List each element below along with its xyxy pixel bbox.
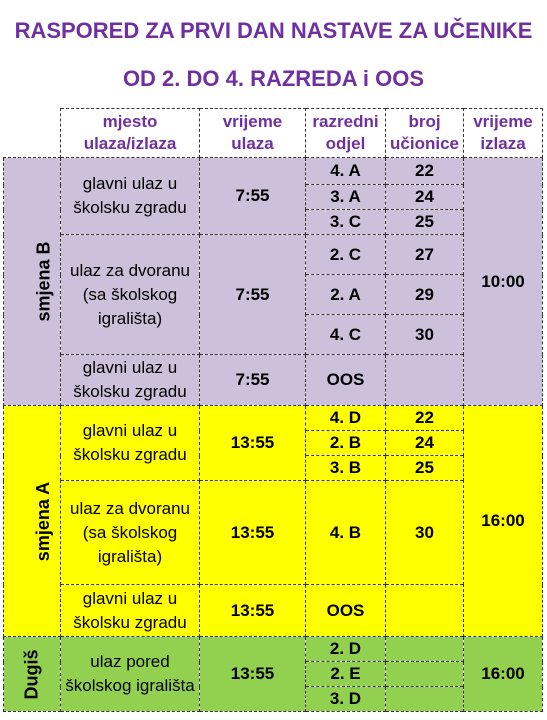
class-cell: 2. A bbox=[306, 275, 386, 315]
location-cell: ulaz za dvoranu (sa školskog igrališta) bbox=[61, 481, 200, 585]
shift-label-a: smjena A bbox=[4, 406, 61, 637]
class-cell: OOS bbox=[306, 585, 386, 637]
class-cell: OOS bbox=[306, 355, 386, 406]
class-cell: 3. B bbox=[306, 456, 386, 481]
table-row bbox=[4, 481, 543, 585]
class-cell: 3. A bbox=[306, 185, 386, 210]
shift-label-dugis: Dugiš bbox=[4, 637, 61, 712]
exit-time-cell: 16:00 bbox=[464, 637, 543, 712]
class-cell: 4. B bbox=[306, 481, 386, 585]
table-row bbox=[4, 235, 543, 275]
room-cell: 29 bbox=[386, 275, 464, 315]
shift-label-b: smjena B bbox=[4, 158, 61, 406]
header-mjesto: mjesto ulaza/izlaza bbox=[61, 109, 200, 158]
room-cell: 22 bbox=[386, 158, 464, 185]
room-cell: 25 bbox=[386, 456, 464, 481]
header-blank bbox=[4, 109, 61, 158]
class-cell: 2. E bbox=[306, 662, 386, 687]
room-cell: 30 bbox=[386, 481, 464, 585]
room-cell bbox=[386, 355, 464, 406]
class-cell: 4. A bbox=[306, 158, 386, 185]
table-row bbox=[4, 158, 543, 185]
table-row bbox=[4, 637, 543, 662]
location-cell: glavni ulaz u školsku zgradu bbox=[61, 158, 200, 235]
location-cell: glavni ulaz u školsku zgradu bbox=[61, 585, 200, 637]
entry-time-cell: 13:55 bbox=[200, 585, 306, 637]
room-cell: 30 bbox=[386, 315, 464, 355]
location-cell: ulaz pored školskog igrališta bbox=[61, 637, 200, 712]
class-cell: 4. D bbox=[306, 406, 386, 431]
entry-time-cell: 7:55 bbox=[200, 235, 306, 355]
schedule-table bbox=[3, 108, 543, 712]
room-cell bbox=[386, 687, 464, 712]
header-odjel: razredni odjel bbox=[306, 109, 386, 158]
room-cell: 27 bbox=[386, 235, 464, 275]
room-cell: 25 bbox=[386, 210, 464, 235]
class-cell: 3. C bbox=[306, 210, 386, 235]
location-cell: glavni ulaz u školsku zgradu bbox=[61, 355, 200, 406]
table-row bbox=[4, 406, 543, 431]
room-cell bbox=[386, 637, 464, 662]
entry-time-cell: 13:55 bbox=[200, 637, 306, 712]
location-cell: ulaz za dvoranu (sa školskog igrališta) bbox=[61, 235, 200, 355]
title-line-2: OD 2. DO 4. RAZREDA i OOS bbox=[122, 66, 425, 91]
class-cell: 2. C bbox=[306, 235, 386, 275]
header-ulaz: vrijeme ulaza bbox=[200, 109, 306, 158]
entry-time-cell: 7:55 bbox=[200, 355, 306, 406]
location-cell: glavni ulaz u školsku zgradu bbox=[61, 406, 200, 481]
room-cell: 24 bbox=[386, 185, 464, 210]
title-line-1: RASPORED ZA PRVI DAN NASTAVE ZA UČENIKE bbox=[14, 18, 533, 43]
class-cell: 2. D bbox=[306, 637, 386, 662]
table-row bbox=[4, 355, 543, 406]
exit-time-cell: 10:00 bbox=[464, 158, 543, 406]
header-izlaz: vrijeme izlaza bbox=[464, 109, 543, 158]
table-row bbox=[4, 585, 543, 637]
room-cell bbox=[386, 585, 464, 637]
entry-time-cell: 7:55 bbox=[200, 158, 306, 235]
exit-time-cell: 16:00 bbox=[464, 406, 543, 637]
class-cell: 4. C bbox=[306, 315, 386, 355]
room-cell: 22 bbox=[386, 406, 464, 431]
entry-time-cell: 13:55 bbox=[200, 481, 306, 585]
class-cell: 3. D bbox=[306, 687, 386, 712]
header-row bbox=[4, 109, 543, 158]
room-cell: 24 bbox=[386, 431, 464, 456]
entry-time-cell: 13:55 bbox=[200, 406, 306, 481]
header-ucionica: broj učionice bbox=[386, 109, 464, 158]
class-cell: 2. B bbox=[306, 431, 386, 456]
room-cell bbox=[386, 662, 464, 687]
